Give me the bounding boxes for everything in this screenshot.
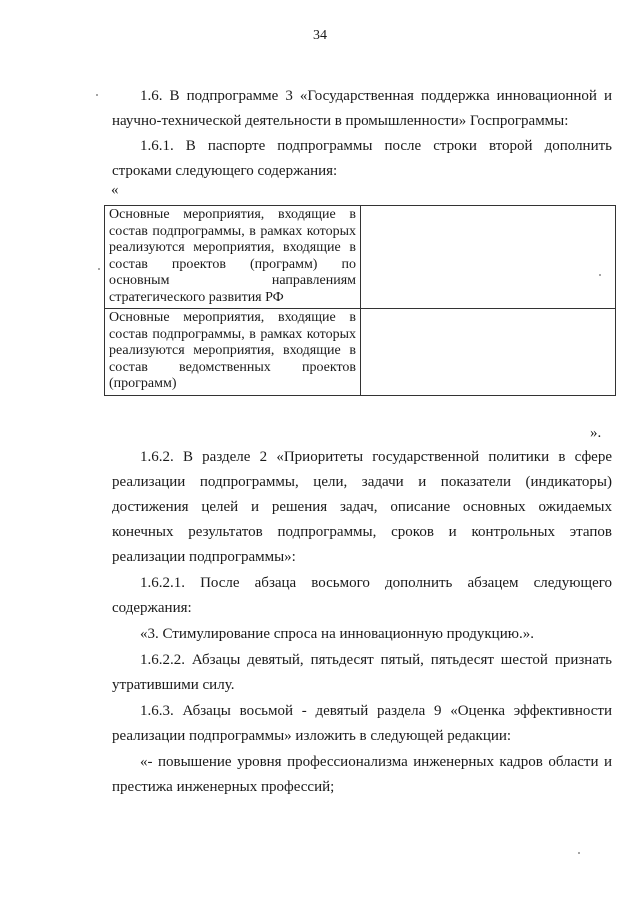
scan-speck: [96, 94, 98, 96]
closing-quote: ».: [590, 425, 602, 441]
paragraph-1-6: 1.6. В подпрограмме 3 «Государственная поддержка инновационной и научно-технической деятельности в промышленности» Госпрограммы:: [112, 88, 612, 129]
table-cell-left: Основные мероприятия, входящие в состав подпрограммы, в рамках которых реализуются мероприятия, входящие в состав проектов (программ) по основным направлениям стратегического развития РФ: [105, 206, 361, 309]
table-cell-right: [361, 206, 616, 309]
page-number: 34: [313, 28, 327, 43]
paragraph-1-6-3: 1.6.3. Абзацы восьмой - девятый раздела 9 «Оценка эффективности реализации подпрограммы» изложить в следующей редакции:: [112, 703, 612, 744]
scan-speck: [578, 852, 580, 854]
opening-quote: «: [111, 182, 119, 198]
paragraph-1-6-2-1: 1.6.2.1. После абзаца восьмого дополнить абзацем следующего содержания:: [112, 575, 612, 616]
paragraph-1-6-1: 1.6.1. В паспорте подпрограммы после строки второй дополнить строками следующего содержания:: [112, 138, 612, 179]
paragraph-1-6-2-2: 1.6.2.2. Абзацы девятый, пятьдесят пятый, пятьдесят шестой признать утратившими силу.: [112, 652, 612, 693]
scan-speck: [98, 268, 100, 270]
table-row: [105, 206, 616, 309]
paragraph-last: «- повышение уровня профессионализма инженерных кадров области и престижа инженерных профессий;: [112, 754, 612, 795]
paragraph-quote-3: «3. Стимулирование спроса на инновационную продукцию.».: [140, 626, 534, 642]
scan-speck: [599, 274, 601, 276]
table-cell-right: [361, 309, 616, 396]
passport-table: [104, 205, 616, 396]
table-row: [105, 309, 616, 396]
table-cell-left: Основные мероприятия, входящие в состав подпрограммы, в рамках которых реализуются мероприятия, входящие в состав ведомственных проектов (программ): [105, 309, 361, 396]
paragraph-1-6-2: 1.6.2. В разделе 2 «Приоритеты государственной политики в сфере реализации подпрограммы, цели, задачи и показатели (индикаторы) достижения целей и решения задач, описание основных ожидаемых конечных результатов подпрограммы, сроков и контрольных этапов реализации подпрограммы»:: [112, 449, 612, 565]
